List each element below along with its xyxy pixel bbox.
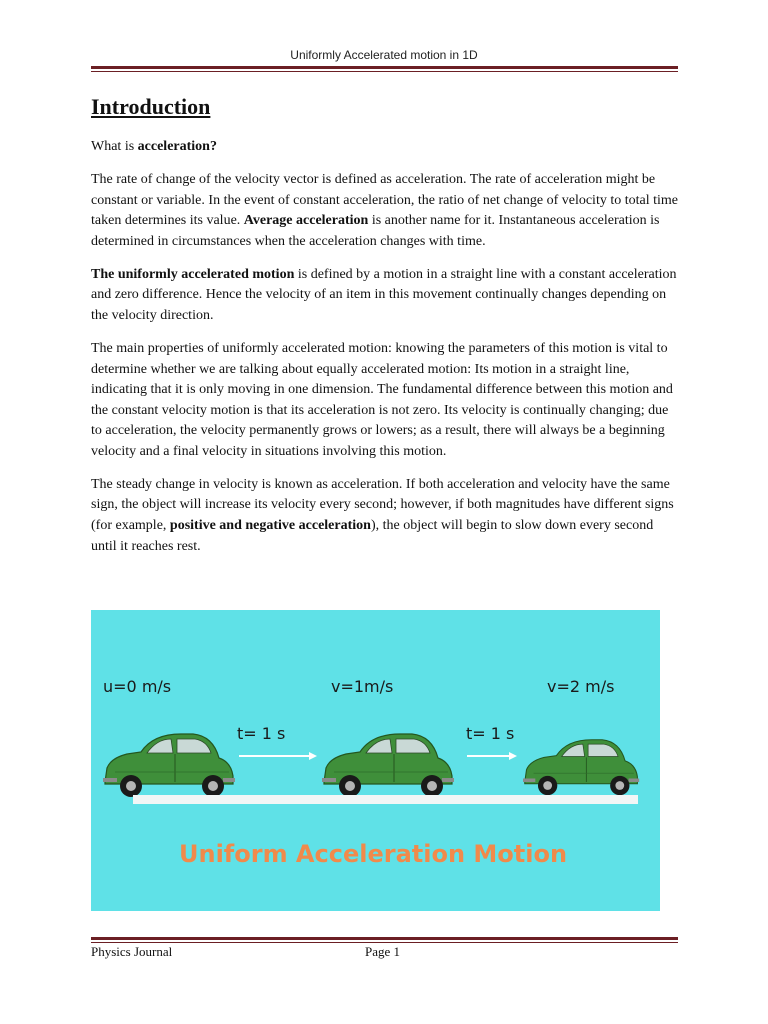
footer-rule [91, 937, 678, 943]
velocity-label-1: u=0 m/s [103, 677, 172, 696]
question-paragraph [91, 137, 681, 158]
uniform-acceleration-figure [91, 610, 660, 911]
paragraph-properties: The main properties of uniformly accelerated motion: knowing the parameters of this motion is vital to determine whether we are talking about equally accelerated motion: Its motion in a straight line, indicating that it is only moving in one dimension. The fundamental difference between this motion and the constant velocity motion is that its acceleration is not zero. Its velocity is continually changing; due to acceleration, the velocity permanently grows or lowers; as a result, there will always be a beginning velocity and a final velocity in situations involving this motion. [91, 340, 673, 459]
velocity-label-3: v=2 m/s [547, 677, 615, 696]
figure-caption: Uniform Acceleration Motion [179, 840, 568, 868]
car-icon [103, 734, 235, 797]
paragraph-definition [91, 170, 681, 252]
paragraph-4-part-2: ), the object will begin to slow down every second until it reaches rest. [91, 518, 654, 554]
paragraph-1-part-1: The rate of change of the velocity vector is defined as acceleration. The rate of acceleration might be constant or variable. In the event of constant acceleration, the ratio of net change of velocity to total time taken determines its value. [91, 171, 678, 229]
paragraph-uniform-motion [91, 265, 681, 327]
paragraph-2-rest: is defined by a motion in a straight line with a constant acceleration and zero difference. Hence the velocity of an item in this movement continually changes depending on the velocity direction. [91, 266, 677, 323]
arrow-icon [467, 752, 517, 760]
paragraph-velocity-change [91, 475, 681, 557]
paragraph-1-bold: Average acceleration [243, 213, 369, 229]
paragraph-4-part-1: The steady change in velocity is known as acceleration. If both acceleration and velocity have the same sign, the object will increase its velocity every second; however, if both magnitudes have different signs (for example, [91, 476, 674, 534]
question-prefix: What is [91, 139, 138, 154]
section-heading: Introduction [91, 94, 211, 119]
car-icon [322, 734, 454, 797]
paragraph-4-bold: positive and negative acceleration [169, 518, 371, 534]
road [133, 795, 638, 804]
paragraph-2-bold: The uniformly accelerated motion [91, 266, 295, 282]
time-label-1: t= 1 s [237, 724, 286, 743]
paragraph-1-part-2: is another name for it. Instantaneous acceleration is determined in circumstances when the acceleration changes with time. [91, 213, 660, 249]
page-number: Page 1 [365, 944, 401, 959]
footer-journal: Physics Journal [91, 944, 173, 959]
running-header: Uniformly Accelerated motion in 1D [290, 48, 478, 62]
velocity-label-2: v=1m/s [331, 677, 394, 696]
arrow-icon [239, 752, 317, 760]
body-text [91, 137, 681, 570]
header-rule [91, 66, 678, 72]
car-icon [523, 740, 639, 795]
time-label-2: t= 1 s [466, 724, 515, 743]
question-term: acceleration? [137, 139, 217, 154]
